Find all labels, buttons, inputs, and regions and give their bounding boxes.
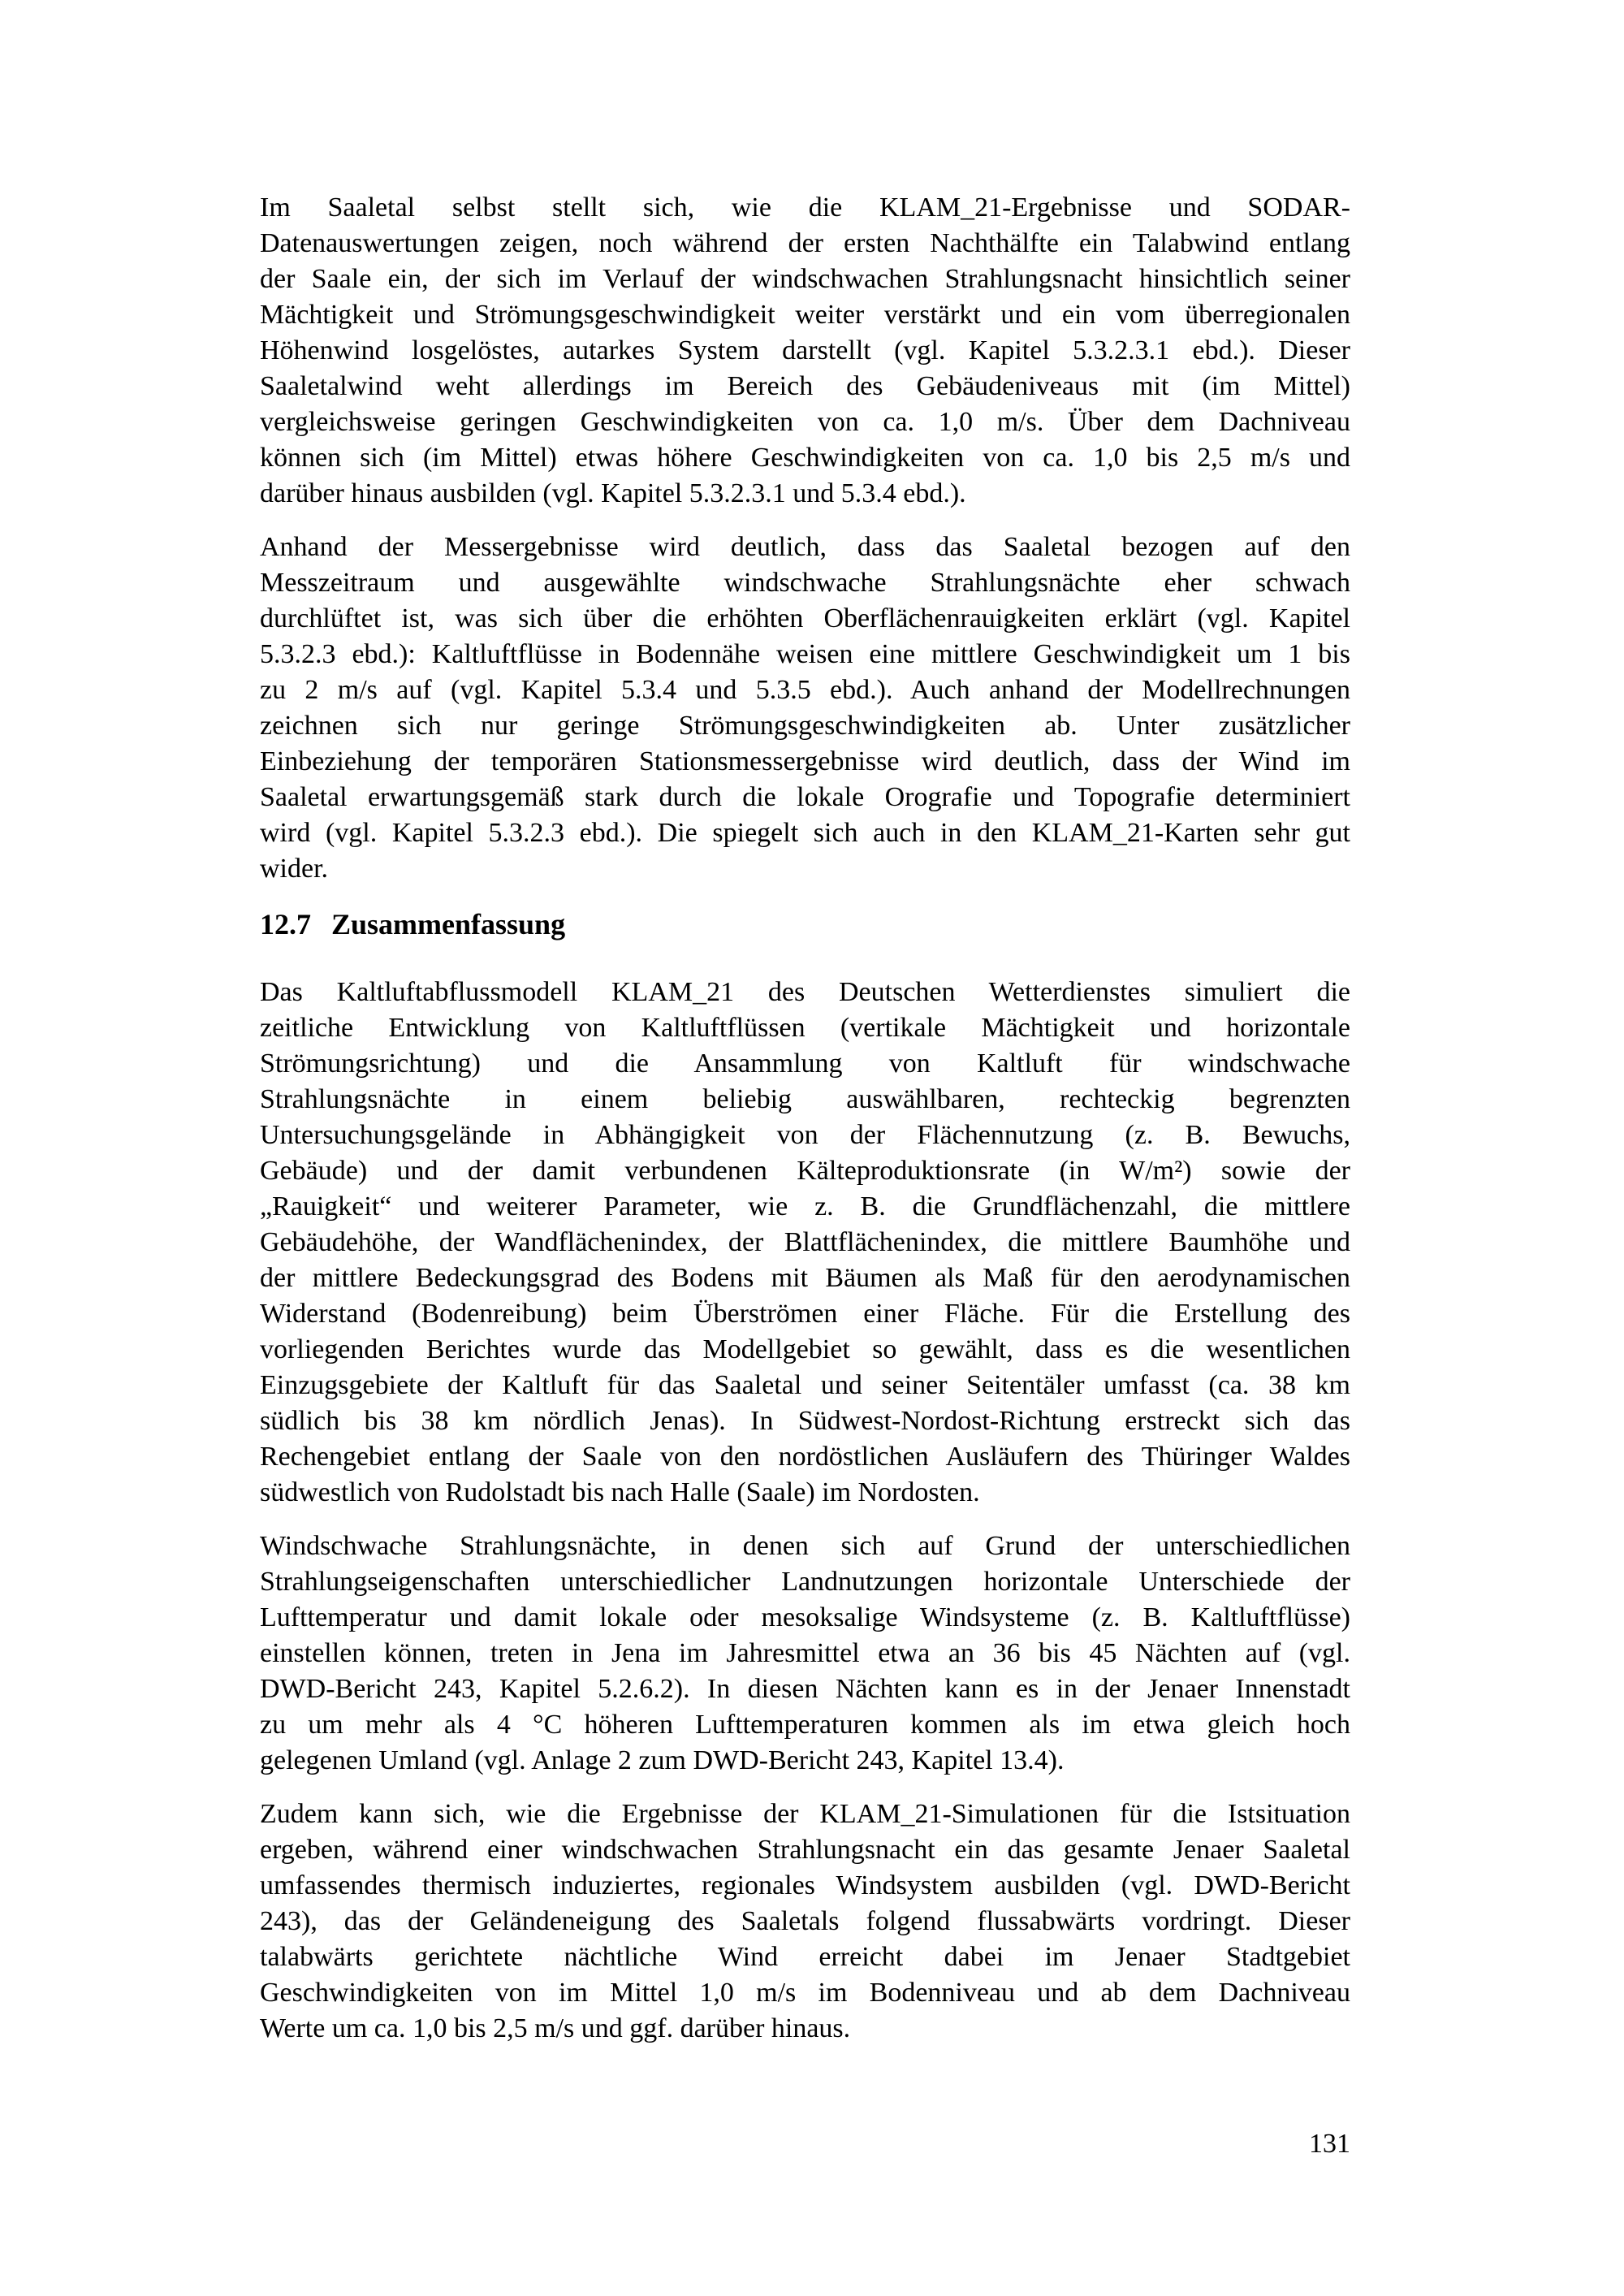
section-heading [260, 906, 1350, 942]
text-line: Datenauswertungen zeigen, noch während der ersten Nachthälfte ein Talabwind entlang [260, 228, 1350, 258]
text-line: „Rauigkeit“ und weiterer Parameter, wie z. B. die Grundflächenzahl, die mittlere [260, 1191, 1350, 1222]
text-line: Strahlungsnächte in einem beliebig auswählbaren, rechteckig begrenzten [260, 1084, 1350, 1114]
text-line: Strömungsrichtung) und die Ansammlung von Kaltluft für windschwache [260, 1049, 1350, 1079]
text-line: wider. [260, 854, 329, 884]
text-line: 5.3.2.3 ebd.): Kaltluftflüsse in Bodennähe weisen eine mittlere Geschwindigkeit um 1 bis [260, 639, 1350, 669]
text-line: Saaletal erwartungsgemäß stark durch die lokale Orografie und Topografie determiniert [260, 782, 1350, 812]
text-line: wird (vgl. Kapitel 5.3.2.3 ebd.). Die spiegelt sich auch in den KLAM_21-Karten sehr gut [260, 818, 1350, 848]
text-line: Zudem kann sich, wie die Ergebnisse der KLAM_21-Simulationen für die Istsituation [260, 1799, 1350, 1829]
text-line: der mittlere Bedeckungsgrad des Bodens mit Bäumen als Maß für den aerodynamischen [260, 1263, 1350, 1293]
text-line: Mächtigkeit und Strömungsgeschwindigkeit weiter verstärkt und ein vom überregionalen [260, 300, 1350, 330]
text-line: Rechengebiet entlang der Saale von den nordöstlichen Ausläufern des Thüringer Waldes [260, 1442, 1350, 1472]
text-line: Anhand der Messergebnisse wird deutlich, dass das Saaletal bezogen auf den [260, 532, 1350, 562]
text-line: südlich bis 38 km nördlich Jenas). In Südwest-Nordost-Richtung erstreckt sich das [260, 1406, 1350, 1436]
text-line: Höhenwind losgelöstes, autarkes System darstellt (vgl. Kapitel 5.3.2.3.1 ebd.). Dieser [260, 335, 1350, 365]
paragraph [260, 190, 1350, 512]
paragraph [260, 1529, 1350, 1779]
text-line: zeitliche Entwicklung von Kaltluftflüssen (vertikale Mächtigkeit und horizontale [260, 1013, 1350, 1043]
text-line: südwestlich von Rudolstadt bis nach Halle (Saale) im Nordosten. [260, 1477, 980, 1507]
text-line: darüber hinaus ausbilden (vgl. Kapitel 5.3.2.3.1 und 5.3.4 ebd.). [260, 478, 966, 508]
text-line: Werte um ca. 1,0 bis 2,5 m/s und ggf. darüber hinaus. [260, 2013, 851, 2043]
section-title: Zusammenfassung [331, 908, 566, 940]
text-line: Windschwache Strahlungsnächte, in denen sich auf Grund der unterschiedlichen [260, 1531, 1350, 1561]
text-line: zu um mehr als 4 °C höheren Lufttemperaturen kommen als im etwa gleich hoch [260, 1710, 1350, 1740]
text-line: DWD-Bericht 243, Kapitel 5.2.6.2). In diesen Nächten kann es in der Jenaer Innenstadt [260, 1674, 1350, 1704]
text-line: zu 2 m/s auf (vgl. Kapitel 5.3.4 und 5.3.5 ebd.). Auch anhand der Modellrechnungen [260, 675, 1350, 705]
text-line: zeichnen sich nur geringe Strömungsgeschwindigkeiten ab. Unter zusätzlicher [260, 711, 1350, 741]
text-line: talabwärts gerichtete nächtliche Wind erreicht dabei im Jenaer Stadtgebiet [260, 1942, 1350, 1972]
text-line: durchlüftet ist, was sich über die erhöhten Oberflächenrauigkeiten erklärt (vgl. Kapitel [260, 603, 1350, 633]
text-line: Strahlungseigenschaften unterschiedlicher Landnutzungen horizontale Unterschiede der [260, 1567, 1350, 1597]
document-body [260, 190, 1350, 2065]
text-line: Im Saaletal selbst stellt sich, wie die KLAM_21-Ergebnisse und SODAR- [260, 192, 1350, 223]
paragraph [260, 1797, 1350, 2047]
text-line: können sich (im Mittel) etwas höhere Geschwindigkeiten von ca. 1,0 bis 2,5 m/s und [260, 443, 1350, 473]
section-number: 12.7 [260, 908, 311, 940]
text-line: Saaletalwind weht allerdings im Bereich des Gebäudeniveaus mit (im Mittel) [260, 371, 1350, 401]
text-line: Einzugsgebiete der Kaltluft für das Saaletal und seiner Seitentäler umfasst (ca. 38 km [260, 1370, 1350, 1400]
text-line: Widerstand (Bodenreibung) beim Überströmen einer Fläche. Für die Erstellung des [260, 1299, 1350, 1329]
page-number: 131 [1309, 2129, 1350, 2159]
text-line: Geschwindigkeiten von im Mittel 1,0 m/s im Bodenniveau und ab dem Dachniveau [260, 1978, 1350, 2008]
text-line: vorliegenden Berichtes wurde das Modellgebiet so gewählt, dass es die wesentlichen [260, 1334, 1350, 1364]
text-line: Gebäudehöhe, der Wandflächenindex, der Blattflächenindex, die mittlere Baumhöhe und [260, 1227, 1350, 1257]
text-line: umfassendes thermisch induziertes, regionales Windsystem ausbilden (vgl. DWD-Bericht [260, 1870, 1350, 1900]
text-line: Untersuchungsgelände in Abhängigkeit von der Flächennutzung (z. B. Bewuchs, [260, 1120, 1350, 1150]
text-line: Einbeziehung der temporären Stationsmessergebnisse wird deutlich, dass der Wind im [260, 746, 1350, 776]
text-line: einstellen können, treten in Jena im Jahresmittel etwa an 36 bis 45 Nächten auf (vgl. [260, 1638, 1350, 1668]
text-line: Das Kaltluftabflussmodell KLAM_21 des Deutschen Wetterdienstes simuliert die [260, 977, 1350, 1007]
paragraph [260, 975, 1350, 1511]
text-line: Lufttemperatur und damit lokale oder mesoksalige Windsysteme (z. B. Kaltluftflüsse) [260, 1602, 1350, 1632]
text-line: gelegenen Umland (vgl. Anlage 2 zum DWD-Bericht 243, Kapitel 13.4). [260, 1745, 1065, 1775]
text-line: vergleichsweise geringen Geschwindigkeiten von ca. 1,0 m/s. Über dem Dachniveau [260, 407, 1350, 437]
text-line: Gebäude) und der damit verbundenen Kälteproduktionsrate (in W/m²) sowie der [260, 1156, 1350, 1186]
text-line: Messzeitraum und ausgewählte windschwache Strahlungsnächte eher schwach [260, 568, 1350, 598]
text-line: der Saale ein, der sich im Verlauf der windschwachen Strahlungsnacht hinsichtlich seiner [260, 264, 1350, 294]
text-line: 243), das der Geländeneigung des Saaletals folgend flussabwärts vordringt. Dieser [260, 1906, 1350, 1936]
text-line: ergeben, während einer windschwachen Strahlungsnacht ein das gesamte Jenaer Saaletal [260, 1835, 1350, 1865]
paragraph [260, 530, 1350, 887]
